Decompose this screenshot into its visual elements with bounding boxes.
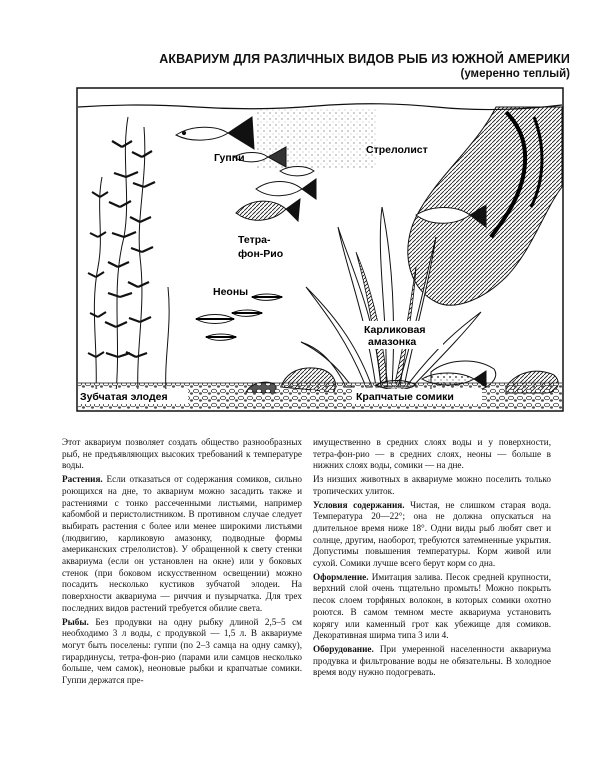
equipment-heading: Оборудование. <box>313 643 374 654</box>
care-heading: Условия содержания. <box>313 499 405 510</box>
page-subtitle: (умеренно теплый) <box>460 68 570 80</box>
label-catfish: Крапчатые сомики <box>356 391 454 403</box>
page-title: АКВАРИУМ ДЛЯ РАЗЛИЧНЫХ ВИДОВ РЫБ ИЗ ЮЖНОЙ АМЕРИКИ <box>159 52 570 66</box>
label-amazon-1: Карликовая <box>364 324 426 336</box>
label-amazon-2: амазонка <box>368 336 417 348</box>
continuation-paragraph: имущественно в средних слоях воды и у поверхности, тетра-фон-рио — в средних слоях, неоны — больше в нижних слоях воды, сомики — на дне. <box>313 437 551 471</box>
fish-text: Без продувки на одну рыбку длиной 2,5–5 см необходимо 3 л воды, с продувкой — 1,5 л. В аквариуме могут быть поселены: гуппи (по 2–3 самца на одну самку), гирардинусы, тетра-фон-рио (парами или самцов несколько больше, чем самок), неоновые рыбки и крапчатые сомики. Гуппи держатся пре- <box>62 616 302 686</box>
decor-text: Имитация залива. Песок средней крупности, верхний слой очень тщательно промыть! Можно покрыть песок слоем торфяных волокон, в которых сомики охотно роются. В самом темном месте аквариума установить корягу или каменный грот как убежище для сомиков. Декоративная ширма типа 3 или 4. <box>313 571 551 641</box>
care-text: Чистая, не слишком старая вода. Температура 20—22°; она не должна опускаться на длительное время ниже 18°. Одни виды рыб любят свет и солнце, другим, наоборот, требуются затемненные укрытия. Допустимы повышения температуры. Корм живой или сухой. Сомики лучше всего берут корм со дна. <box>313 499 551 569</box>
care-paragraph <box>313 500 551 570</box>
left-column <box>62 437 302 689</box>
equipment-text: При умеренной населенности аквариума продувка и фильтрование воды не обязательны. В холодное время воду нужно подогревать. <box>313 643 551 678</box>
decor-paragraph <box>313 572 551 642</box>
plants-paragraph <box>62 474 302 614</box>
label-elodea: Зубчатая элодея <box>80 391 168 403</box>
label-guppy: Гуппи <box>214 152 245 164</box>
decor-heading: Оформление. <box>313 571 369 582</box>
fish-heading: Рыбы. <box>62 616 89 627</box>
aquarium-illustration <box>76 87 564 412</box>
plants-heading: Растения. <box>62 474 103 485</box>
plants-text: Если отказаться от содержания сомиков, сильно роющихся на дне, то аквариум можно засадить также и растениями с тонко рассеченными листьями, например кабомбой и перистолистником. В противном случае следует выбирать растения с более или менее широкими листьями (людвигию, карликовую амазонку, подводные формы американских стрелолистов). У обращенной к свету стенки аквариума (если он установлен на окне) или у боковых стенок (при боковом искусственном освещении) можно посадить несколько кустиков зубчатой элодеи. На поверхности аквариума — риччия и пузырчатка. Для трех последних видов растений требуется обилие света. <box>62 474 302 613</box>
label-tetra-2: фон-Рио <box>238 248 284 260</box>
label-neons: Неоны <box>213 286 249 298</box>
label-tetra-1: Тетра- <box>238 234 271 246</box>
right-column <box>313 437 551 681</box>
fish-paragraph <box>62 617 302 687</box>
label-arrowhead: Стрелолист <box>366 144 428 156</box>
equipment-paragraph <box>313 644 551 679</box>
intro-paragraph: Этот аквариум позволяет создать общество разнообразных рыб, не предъявляющих высоких требований к температуре воды. <box>62 437 302 471</box>
snails-paragraph: Из низших животных в аквариуме можно поселить только тропических улиток. <box>313 474 551 496</box>
